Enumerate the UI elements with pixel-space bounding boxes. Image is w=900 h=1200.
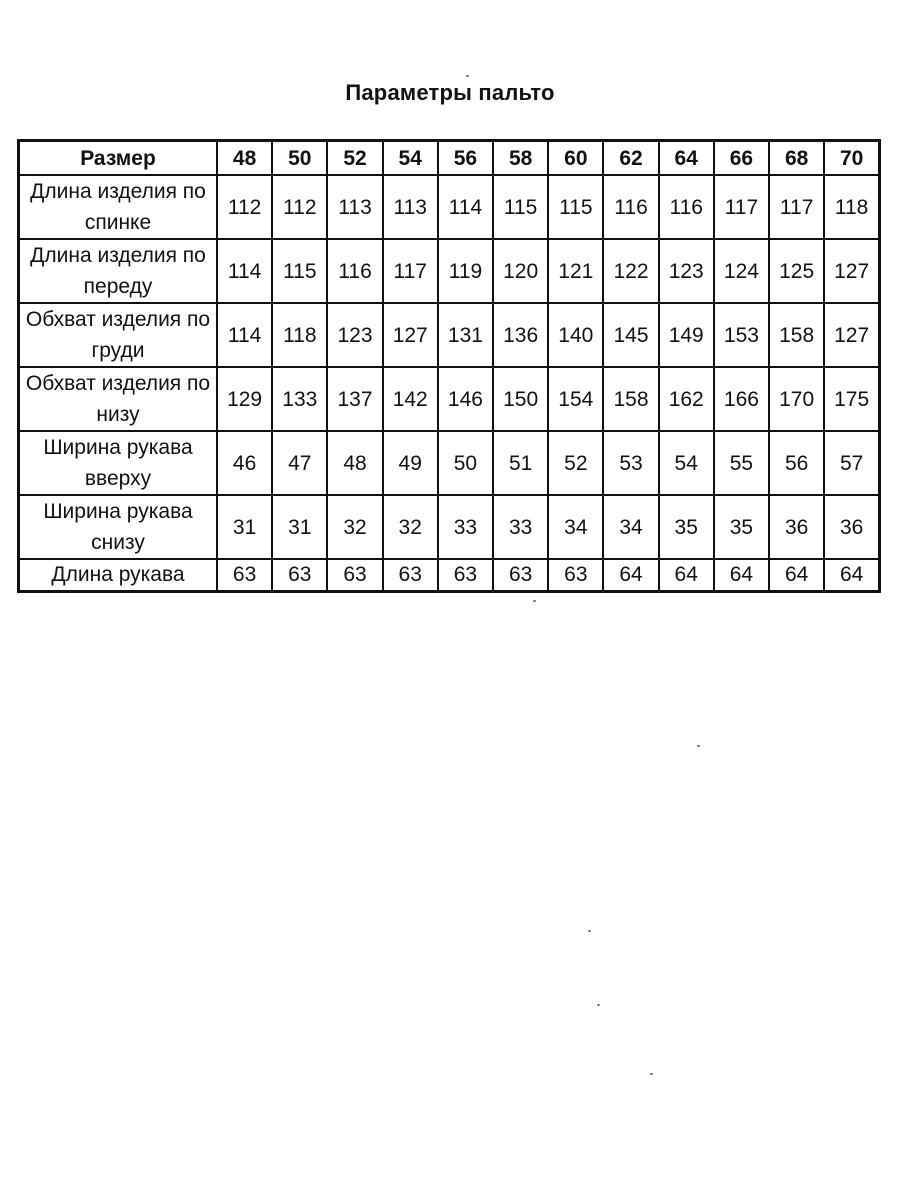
table-row <box>19 495 880 559</box>
table-cell: 122 <box>603 239 658 303</box>
table-cell: 64 <box>714 559 769 592</box>
table-cell: 142 <box>383 367 438 431</box>
size-header: 60 <box>548 141 603 176</box>
table-cell: 117 <box>714 175 769 239</box>
table-cell: 150 <box>493 367 548 431</box>
size-header: 56 <box>438 141 493 176</box>
table-cell: 50 <box>438 431 493 495</box>
row-label: Ширина рукава вверху <box>19 431 218 495</box>
table-cell: 63 <box>493 559 548 592</box>
table-cell: 112 <box>217 175 272 239</box>
table-cell: 114 <box>217 303 272 367</box>
table-cell: 63 <box>217 559 272 592</box>
table-cell: 140 <box>548 303 603 367</box>
table-cell: 33 <box>438 495 493 559</box>
scan-speck <box>588 930 591 932</box>
row-label: Ширина рукава снизу <box>19 495 218 559</box>
table-cell: 114 <box>438 175 493 239</box>
table-cell: 137 <box>327 367 382 431</box>
table-cell: 123 <box>659 239 714 303</box>
table-cell: 48 <box>327 431 382 495</box>
table-cell: 31 <box>272 495 327 559</box>
size-header: 52 <box>327 141 382 176</box>
scan-speck <box>533 600 536 602</box>
table-cell: 115 <box>548 175 603 239</box>
table-cell: 158 <box>603 367 658 431</box>
size-header: 50 <box>272 141 327 176</box>
header-row <box>19 141 880 176</box>
table-cell: 153 <box>714 303 769 367</box>
scan-speck <box>650 1073 653 1075</box>
size-header: 70 <box>824 141 879 176</box>
table-cell: 35 <box>714 495 769 559</box>
table-cell: 127 <box>824 239 879 303</box>
size-table <box>17 139 881 593</box>
table-cell: 129 <box>217 367 272 431</box>
table-cell: 113 <box>383 175 438 239</box>
table-cell: 32 <box>327 495 382 559</box>
row-label: Обхват изделия по низу <box>19 367 218 431</box>
table-cell: 56 <box>769 431 824 495</box>
table-cell: 63 <box>438 559 493 592</box>
table-cell: 149 <box>659 303 714 367</box>
size-header: 64 <box>659 141 714 176</box>
page-title: Параметры пальто <box>345 80 555 105</box>
table-cell: 121 <box>548 239 603 303</box>
table-cell: 31 <box>217 495 272 559</box>
table-cell: 57 <box>824 431 879 495</box>
table-cell: 46 <box>217 431 272 495</box>
table-cell: 36 <box>824 495 879 559</box>
table-cell: 33 <box>493 495 548 559</box>
table-row <box>19 559 880 592</box>
table-cell: 35 <box>659 495 714 559</box>
size-header: 48 <box>217 141 272 176</box>
table-cell: 120 <box>493 239 548 303</box>
table-cell: 64 <box>659 559 714 592</box>
table-cell: 63 <box>327 559 382 592</box>
table-cell: 125 <box>769 239 824 303</box>
table-cell: 124 <box>714 239 769 303</box>
table-cell: 117 <box>769 175 824 239</box>
table-cell: 55 <box>714 431 769 495</box>
table-cell: 175 <box>824 367 879 431</box>
table-cell: 136 <box>493 303 548 367</box>
table-cell: 34 <box>603 495 658 559</box>
table-cell: 133 <box>272 367 327 431</box>
table-row <box>19 239 880 303</box>
table-cell: 123 <box>327 303 382 367</box>
table-row <box>19 175 880 239</box>
table-cell: 64 <box>769 559 824 592</box>
table-cell: 145 <box>603 303 658 367</box>
table-cell: 47 <box>272 431 327 495</box>
row-label: Длина изделия по переду <box>19 239 218 303</box>
table-cell: 36 <box>769 495 824 559</box>
size-header: 62 <box>603 141 658 176</box>
header-size-label: Размер <box>19 141 218 176</box>
table-cell: 113 <box>327 175 382 239</box>
scan-speck <box>597 1004 600 1006</box>
size-header: 66 <box>714 141 769 176</box>
table-cell: 118 <box>824 175 879 239</box>
table-cell: 53 <box>603 431 658 495</box>
table-cell: 63 <box>272 559 327 592</box>
table-cell: 34 <box>548 495 603 559</box>
table-row <box>19 303 880 367</box>
table-cell: 116 <box>327 239 382 303</box>
table-cell: 114 <box>217 239 272 303</box>
table-cell: 54 <box>659 431 714 495</box>
scan-speck <box>697 745 700 747</box>
table-cell: 52 <box>548 431 603 495</box>
table-cell: 32 <box>383 495 438 559</box>
table-cell: 166 <box>714 367 769 431</box>
table-cell: 64 <box>824 559 879 592</box>
row-label: Длина рукава <box>19 559 218 592</box>
table-cell: 131 <box>438 303 493 367</box>
table-cell: 117 <box>383 239 438 303</box>
row-label: Обхват изделия по груди <box>19 303 218 367</box>
table-cell: 146 <box>438 367 493 431</box>
size-header: 58 <box>493 141 548 176</box>
table-cell: 118 <box>272 303 327 367</box>
size-header: 54 <box>383 141 438 176</box>
table-cell: 116 <box>659 175 714 239</box>
table-cell: 64 <box>603 559 658 592</box>
table-cell: 63 <box>548 559 603 592</box>
scan-speck <box>466 75 469 77</box>
table-cell: 116 <box>603 175 658 239</box>
table-cell: 119 <box>438 239 493 303</box>
table-cell: 127 <box>824 303 879 367</box>
table-cell: 51 <box>493 431 548 495</box>
table-cell: 170 <box>769 367 824 431</box>
table-cell: 115 <box>493 175 548 239</box>
table-cell: 127 <box>383 303 438 367</box>
table-cell: 154 <box>548 367 603 431</box>
table-row <box>19 367 880 431</box>
table-cell: 115 <box>272 239 327 303</box>
table-cell: 112 <box>272 175 327 239</box>
table-cell: 162 <box>659 367 714 431</box>
table-cell: 49 <box>383 431 438 495</box>
table-cell: 158 <box>769 303 824 367</box>
table-cell: 63 <box>383 559 438 592</box>
table-row <box>19 431 880 495</box>
size-header: 68 <box>769 141 824 176</box>
row-label: Длина изделия по спинке <box>19 175 218 239</box>
